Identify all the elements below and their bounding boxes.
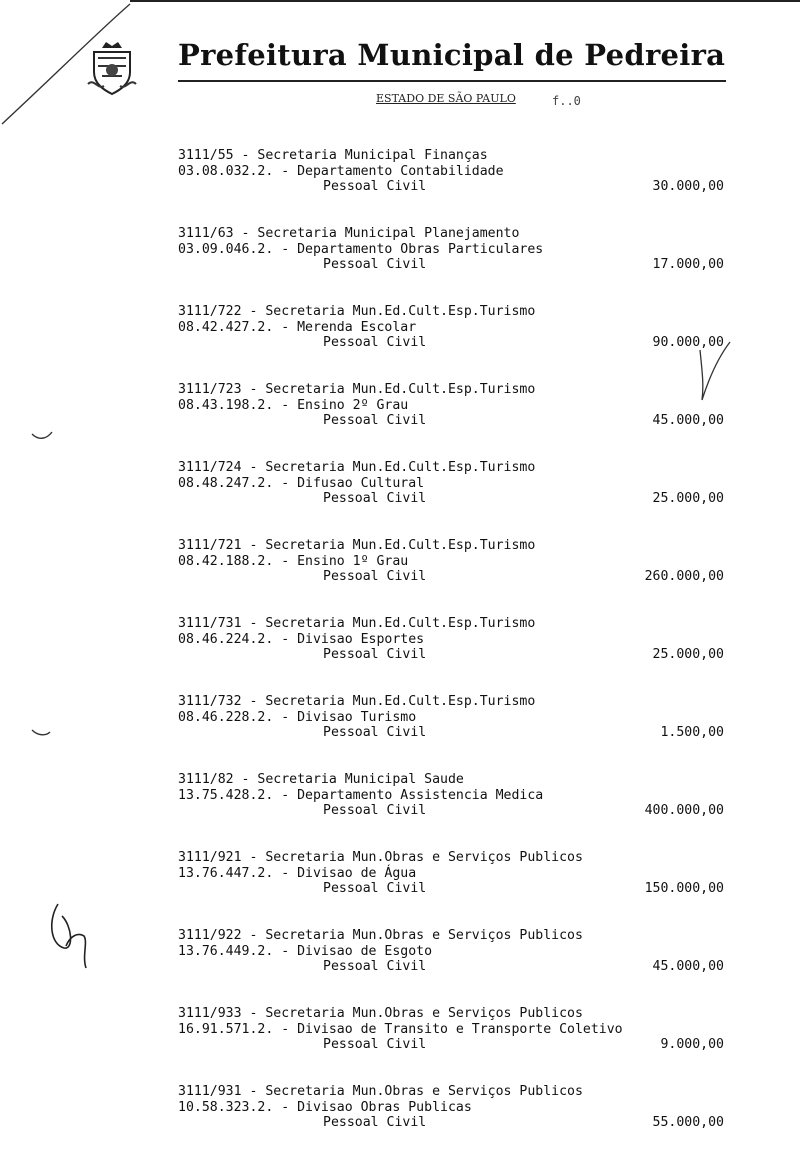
entry-account-line: 3111/82 - Secretaria Municipal Saude bbox=[178, 772, 464, 787]
entry-amount: 400.000,00 bbox=[644, 803, 724, 818]
state-subtitle: ESTADO DE SÃO PAULO bbox=[376, 92, 516, 105]
entry-account-line: 3111/732 - Secretaria Mun.Ed.Cult.Esp.Turismo bbox=[178, 694, 536, 709]
margin-mark bbox=[28, 724, 58, 744]
entry-program-line: 08.43.198.2. - Ensino 2º Grau bbox=[178, 397, 409, 413]
budget-entry bbox=[178, 694, 738, 772]
entry-account-line: 3111/933 - Secretaria Mun.Obras e Serviços Publicos bbox=[178, 1006, 583, 1021]
entry-amount: 90.000,00 bbox=[652, 335, 724, 350]
margin-mark bbox=[28, 426, 58, 446]
budget-entry bbox=[178, 382, 738, 460]
entry-amount: 260.000,00 bbox=[644, 569, 724, 584]
handwritten-initials-signature bbox=[44, 896, 100, 976]
entry-item-label: Pessoal Civil bbox=[323, 881, 427, 896]
entry-amount: 9.000,00 bbox=[660, 1037, 724, 1052]
budget-entry bbox=[178, 1006, 738, 1084]
entry-amount: 55.000,00 bbox=[652, 1115, 724, 1130]
budget-entry bbox=[178, 460, 738, 538]
entry-item-label: Pessoal Civil bbox=[323, 491, 427, 506]
entry-amount: 30.000,00 bbox=[652, 179, 724, 194]
handwritten-check-mark bbox=[690, 330, 740, 410]
entry-account-line: 3111/721 - Secretaria Mun.Ed.Cult.Esp.Turismo bbox=[178, 538, 536, 553]
entry-program-line: 13.76.449.2. - Divisao de Esgoto bbox=[178, 943, 433, 959]
entry-program-line: 08.42.188.2. - Ensino 1º Grau bbox=[178, 553, 409, 569]
entry-program-line: 13.76.447.2. - Divisao de Água bbox=[178, 865, 417, 881]
entry-amount: 25.000,00 bbox=[652, 491, 724, 506]
entry-item-label: Pessoal Civil bbox=[323, 1115, 427, 1130]
entry-account-line: 3111/922 - Secretaria Mun.Obras e Serviços Publicos bbox=[178, 928, 583, 943]
entry-account-line: 3111/722 - Secretaria Mun.Ed.Cult.Esp.Turismo bbox=[178, 304, 536, 319]
entry-program-line: 03.09.046.2. - Departamento Obras Particulares bbox=[178, 241, 544, 257]
entry-amount: 17.000,00 bbox=[652, 257, 724, 272]
entry-item-label: Pessoal Civil bbox=[323, 1037, 427, 1052]
entry-program-line: 10.58.323.2. - Divisao Obras Publicas bbox=[178, 1099, 472, 1115]
entry-account-line: 3111/63 - Secretaria Municipal Planejamento bbox=[178, 226, 520, 241]
entry-account-line: 3111/55 - Secretaria Municipal Finanças bbox=[178, 148, 488, 163]
entry-item-label: Pessoal Civil bbox=[323, 569, 427, 584]
budget-entry bbox=[178, 928, 738, 1006]
budget-entry bbox=[178, 1084, 738, 1162]
entry-account-line: 3111/723 - Secretaria Mun.Ed.Cult.Esp.Turismo bbox=[178, 382, 536, 397]
entry-amount: 45.000,00 bbox=[652, 413, 724, 428]
entry-amount: 45.000,00 bbox=[652, 959, 724, 974]
entry-account-line: 3111/731 - Secretaria Mun.Ed.Cult.Esp.Turismo bbox=[178, 616, 536, 631]
budget-entry bbox=[178, 538, 738, 616]
entry-program-line: 08.48.247.2. - Difusao Cultural bbox=[178, 475, 425, 491]
entry-program-line: 16.91.571.2. - Divisao de Transito e Transporte Coletivo bbox=[178, 1021, 623, 1037]
title-underline bbox=[178, 80, 726, 82]
entry-program-line: 08.46.224.2. - Divisao Esportes bbox=[178, 631, 425, 647]
entry-item-label: Pessoal Civil bbox=[323, 257, 427, 272]
entry-account-line: 3111/931 - Secretaria Mun.Obras e Serviços Publicos bbox=[178, 1084, 583, 1099]
entry-amount: 1.500,00 bbox=[660, 725, 724, 740]
entry-program-line: 08.46.228.2. - Divisao Turismo bbox=[178, 709, 417, 725]
entry-item-label: Pessoal Civil bbox=[323, 725, 427, 740]
entry-amount: 150.000,00 bbox=[644, 881, 724, 896]
entry-account-line: 3111/724 - Secretaria Mun.Ed.Cult.Esp.Turismo bbox=[178, 460, 536, 475]
budget-entry bbox=[178, 616, 738, 694]
entry-program-line: 03.08.032.2. - Departamento Contabilidade bbox=[178, 163, 504, 179]
entry-item-label: Pessoal Civil bbox=[323, 959, 427, 974]
entry-item-label: Pessoal Civil bbox=[323, 647, 427, 662]
budget-entries-list bbox=[178, 148, 738, 1162]
top-border-line bbox=[130, 0, 800, 2]
page-title: Prefeitura Municipal de Pedreira bbox=[178, 38, 726, 72]
budget-entry bbox=[178, 226, 738, 304]
entry-item-label: Pessoal Civil bbox=[323, 803, 427, 818]
entry-item-label: Pessoal Civil bbox=[323, 413, 427, 428]
folio-number: f..0 bbox=[552, 94, 581, 108]
budget-entry bbox=[178, 850, 738, 928]
budget-entry bbox=[178, 148, 738, 226]
entry-program-line: 13.75.428.2. - Departamento Assistencia Medica bbox=[178, 787, 544, 803]
entry-amount: 25.000,00 bbox=[652, 647, 724, 662]
municipal-seal-icon bbox=[84, 38, 140, 98]
budget-entry bbox=[178, 304, 738, 382]
entry-program-line: 08.42.427.2. - Merenda Escolar bbox=[178, 319, 417, 335]
entry-account-line: 3111/921 - Secretaria Mun.Obras e Serviços Publicos bbox=[178, 850, 583, 865]
budget-entry bbox=[178, 772, 738, 850]
entry-item-label: Pessoal Civil bbox=[323, 179, 427, 194]
entry-item-label: Pessoal Civil bbox=[323, 335, 427, 350]
